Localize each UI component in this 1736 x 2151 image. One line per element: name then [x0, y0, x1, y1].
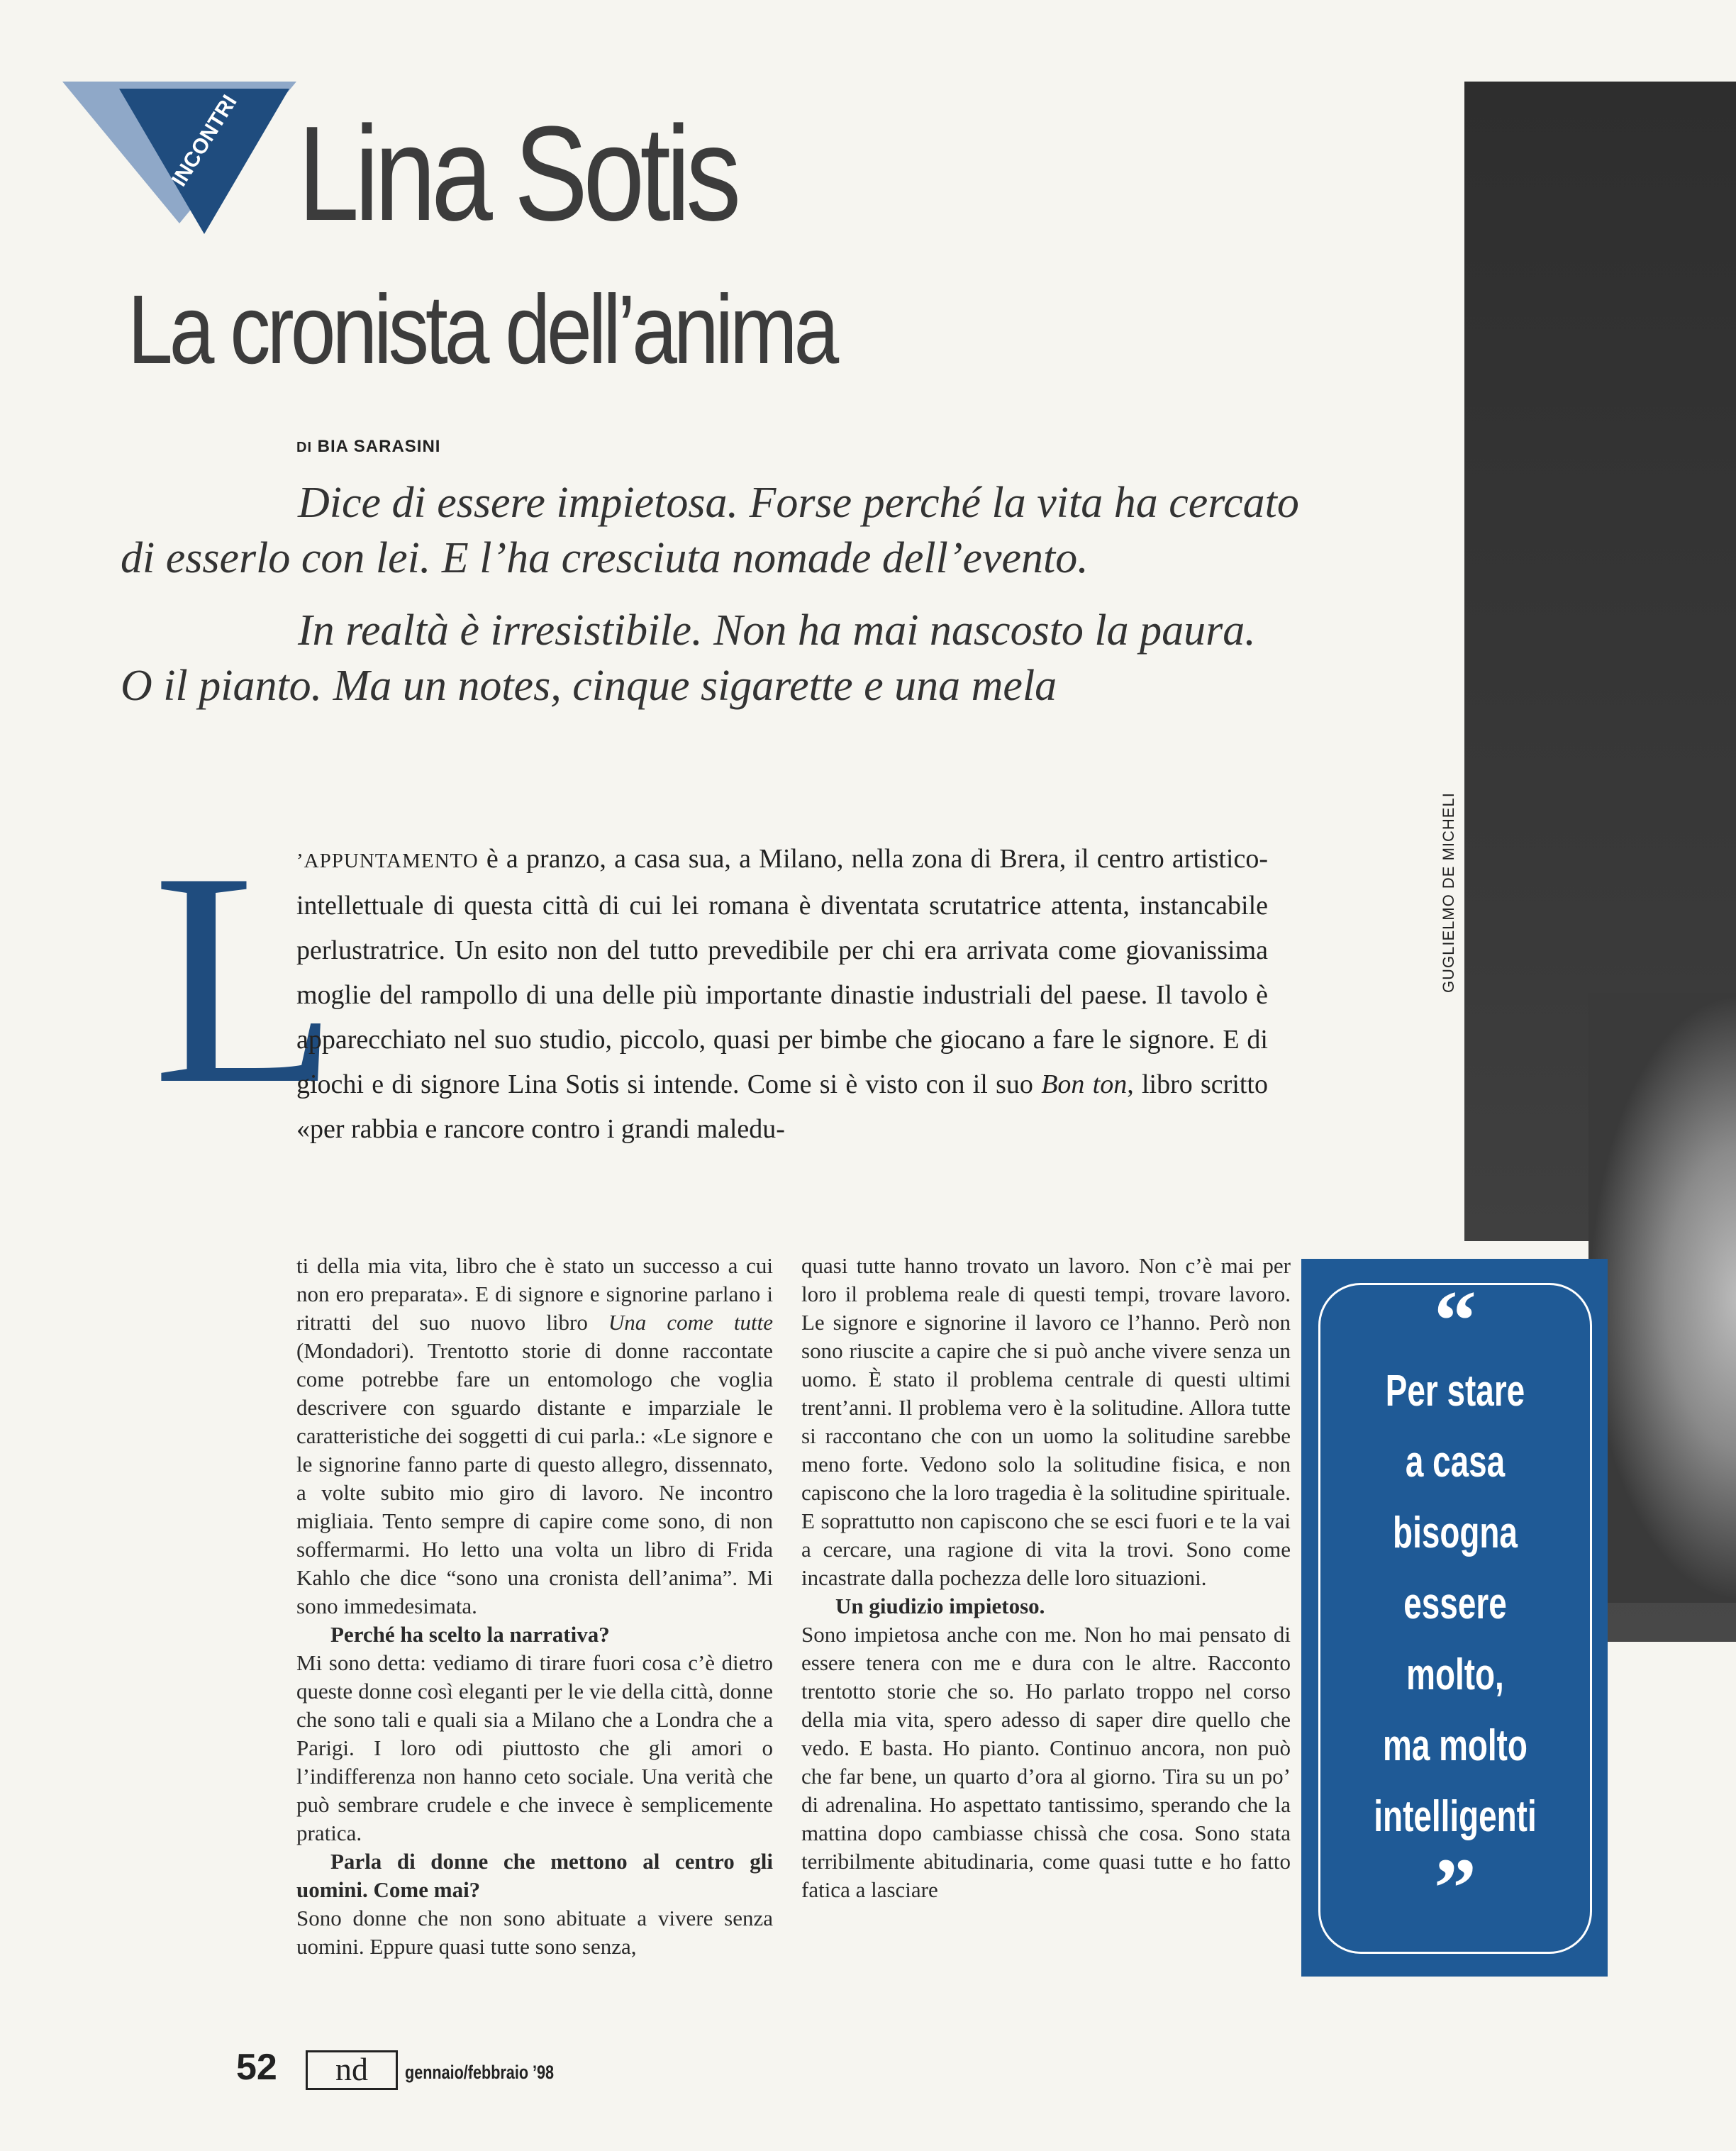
lead-line: O il pianto. Ma un notes, cinque sigarette e una mela	[121, 662, 1057, 710]
interview-question: Un giudizio impietoso.	[835, 1594, 1045, 1618]
pull-quote-box	[1301, 1259, 1608, 1977]
badge-label: INCONTRI	[167, 91, 242, 191]
photo-credit: GUGLIELMO DE MICHELI	[1440, 792, 1457, 993]
pull-quote-text	[1355, 1356, 1554, 1852]
intro-tail: , libro scritto «per rabbia e rancore contro i grandi maledu-	[296, 1069, 1268, 1144]
pull-quote-line: bisogna	[1393, 1508, 1518, 1557]
byline	[296, 437, 440, 457]
issue-date: gennaio/febbraio ’98	[405, 2062, 555, 2083]
lead-line: In realtà è irresistibile. Non ha mai nascosto la paura.	[298, 606, 1256, 655]
pull-quote-line: essere	[1403, 1579, 1507, 1628]
book-title: Una come tutte	[608, 1310, 773, 1335]
section-badge	[62, 82, 304, 245]
pull-quote-line: Per stare	[1385, 1367, 1525, 1416]
article-title: Lina Sotis	[298, 99, 737, 249]
close-quote-icon: ”	[1434, 1840, 1476, 1935]
intro-smallcaps: ’APPUNTAMENTO	[296, 850, 479, 872]
pull-quote-frame	[1318, 1273, 1592, 1954]
open-quote-icon: “	[1434, 1273, 1476, 1367]
lead-paragraph	[121, 475, 1326, 713]
pull-quote-line: a casa	[1405, 1438, 1506, 1486]
pull-quote-line: ma molto	[1383, 1721, 1528, 1770]
article-subtitle: La cronista dell’anima	[128, 275, 836, 384]
intro-paragraph	[296, 837, 1268, 1152]
body-paragraph	[296, 1252, 773, 1621]
magazine-logo: nd	[306, 2050, 398, 2090]
interview-answer: Sono donne che non sono abituate a vivere senza uomini. Eppure quasi tutte sono senza,	[296, 1906, 773, 1959]
body-text: ti della mia vita, libro che è stato un successo a cui non ero preparata». E di signore e signorine parlano i ritratti del suo nuovo libro	[296, 1253, 773, 1335]
body-text: (Mondadori). Trentotto storie di donne raccontate come potrebbe fare un entomologo che voglia descrivere con sguardo distante e imparziale le caratteristiche dei soggetti di cui parla.: «Le signore e le signorine fanno parte di questo allegro, dissennato, a volte subito mio giro di lavoro. Ne incontro migliaia. Tento sempre di capire come sono, di non soffermarmi. Ho letto una volta un libro di Frida Kahlo che dice “sono una cronista dell’anima”. Mi sono immedesimata.	[296, 1338, 773, 1618]
body-column-2	[801, 1252, 1291, 1904]
book-title: Bon ton	[1041, 1069, 1128, 1099]
body-column-1	[296, 1252, 773, 1961]
body-paragraph: quasi tutte hanno trovato un lavoro. Non c’è mai per loro il problema reale di questi tempi, trovare lavoro. Le signore e signorine il lavoro ce l’hanno. Però non sono riuscite a capire che si può anche vivere senza un uomo. È stato il problema centrale di questi ultimi trent’anni. Il problema vero è la solitudine. Allora tutte si raccontano che con un uomo la solitudine sarebbe meno forte. Vedono solo la solitudine fisica, e non capiscono che la loro tragedia è la solitudine spirituale. E soprattutto non capiscono che se esci fuori e te la vai a cercare, una ragione di vita la trovi. Sono come incastrate dalla pochezza delle loro situazioni.	[801, 1253, 1291, 1590]
byline-author: BIA SARASINI	[317, 437, 441, 456]
lead-line: di esserlo con lei. E l’ha cresciuta nomade dell’evento.	[121, 534, 1089, 582]
pull-quote-line: intelligenti	[1374, 1792, 1537, 1841]
interview-answer: Mi sono detta: vediamo di tirare fuori cosa c’è dietro queste donne così eleganti per le vie della città, donne che sono tali e quali sia a Milano che a Londra che a Parigi. I loro odi piuttosto che gli amori o l’indifferenza non hanno ceto sociale. Una verità che può sembrare crudele e che invece è semplicemente pratica.	[296, 1650, 773, 1845]
intro-text: è a pranzo, a casa sua, a Milano, nella zona di Brera, il centro artistico-intellettuale di questa città di cui lei romana è diventata scrutatrice attenta, instancabile perlustratrice. Un esito non del tutto prevedibile per chi era arrivata come giovanissima moglie del rampollo di una delle più importante dinastie industriali del paese. Il tavolo è apparecchiato nel suo studio, piccolo, quasi per bimbe che giocano a fare le signore. E di giochi e di signore Lina Sotis si intende. Come si è visto con il suo	[296, 844, 1268, 1099]
interview-question: Parla di donne che mettono al centro gli uomini. Come mai?	[296, 1849, 773, 1902]
byline-prefix: DI	[296, 440, 312, 455]
interview-answer: Sono impietosa anche con me. Non ho mai pensato di essere tenera con me e dura con le altre. Racconto trentotto storie che so. Ho parlato troppo nel corso della mia vita, spero adesso di saper dire quello che vedo. E basta. Ho pianto. Continuo ancora, non può che far bene, un quarto d’ora al giorno. Tira su un po’ di adrenalina. Ho aspettato tantissimo, sperando che la mattina dopo cambiasse chissà che cosa. Sono stata terribilmente abitudinaria, come quasi tutte e ho fatto fatica a lasciare	[801, 1622, 1291, 1902]
interview-question: Perché ha scelto la narrativa?	[330, 1622, 610, 1647]
drop-cap: L	[152, 810, 339, 1147]
portrait-photo-hair	[1588, 993, 1736, 1603]
page-number: 52	[236, 2047, 277, 2088]
lead-line: Dice di essere impietosa. Forse perché la vita ha cercato	[298, 479, 1299, 527]
pull-quote-line: molto,	[1406, 1650, 1504, 1699]
